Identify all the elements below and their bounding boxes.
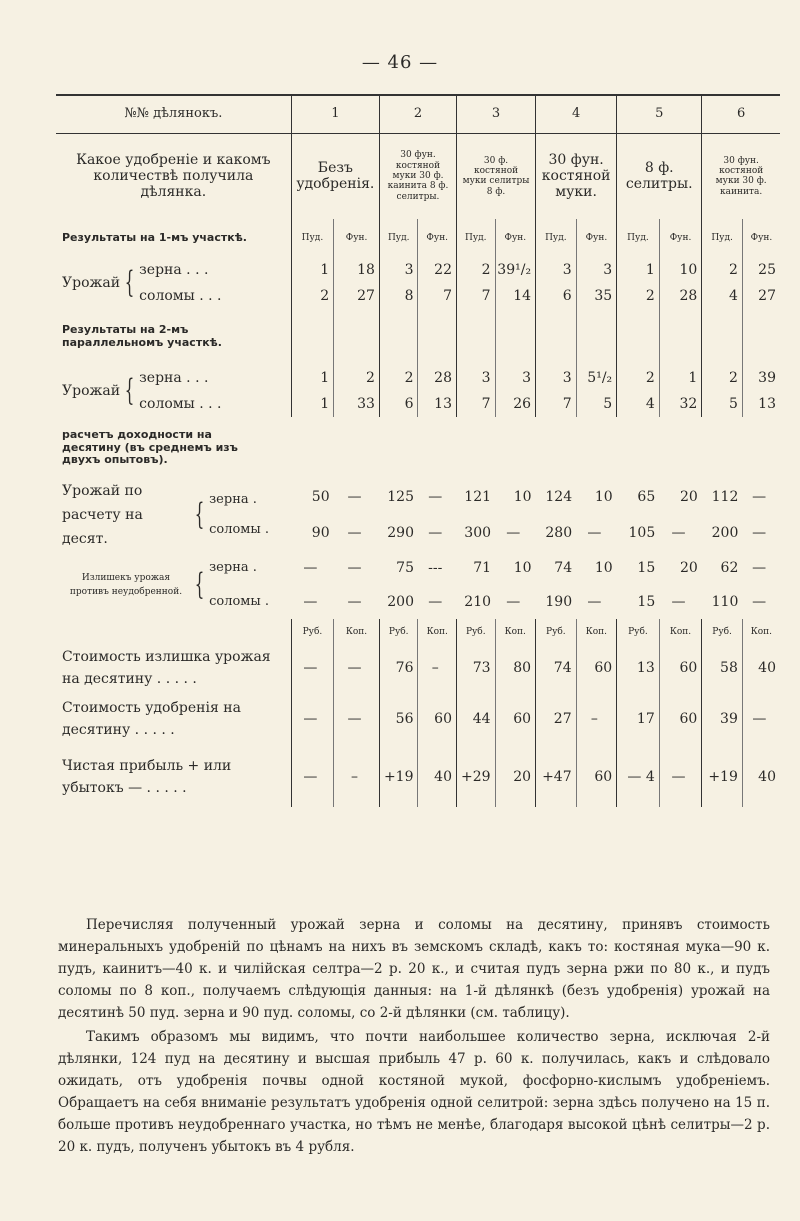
table-cell: 3 — [457, 365, 496, 391]
row-label: Чистая прибыль + или убытокъ — . . . . . — [62, 758, 232, 796]
unit-label: Коп. — [418, 619, 457, 645]
table-cell: — — [752, 559, 767, 576]
table-cell: — — [659, 747, 702, 807]
grain-label: зерна . . . — [139, 370, 209, 386]
table-cell: 2 — [291, 283, 333, 309]
harvest-label: Урожай — [62, 382, 121, 399]
table-cell: 25 — [742, 257, 780, 283]
table-row — [56, 365, 780, 391]
harvest-group-label — [62, 257, 291, 309]
table-cell: 3 — [576, 257, 617, 283]
grain-label: зерна . . . — [139, 262, 209, 278]
section-label: Результаты на 1-мъ участкѣ. — [62, 230, 247, 244]
fertilizer-cell: Безъ удобренія. — [291, 133, 379, 219]
table-cell: 35 — [576, 283, 617, 309]
table-cell: 15 — [637, 559, 656, 576]
table-cell: 58 — [702, 645, 743, 691]
table-cell: 40 — [742, 747, 780, 807]
table-cell: 39 — [702, 691, 743, 747]
table-cell: 4 — [702, 283, 743, 309]
table-cell: 2 — [617, 365, 660, 391]
table-cell: — — [347, 524, 362, 541]
table-cell: — — [428, 488, 443, 505]
straw-label: соломы . . . — [139, 288, 222, 304]
table-cell: 210 — [464, 593, 492, 610]
table-cell: — — [752, 524, 767, 541]
table-cell: 74 — [536, 645, 577, 691]
brace-icon: { — [194, 567, 205, 602]
table-cell: 13 — [617, 645, 660, 691]
table-cell: 27 — [536, 691, 577, 747]
fertilizer-row-label: Какое удобреніе и какомъ количествѣ получила дѣлянка. — [76, 152, 271, 201]
table-cell: 50 — [311, 488, 330, 505]
table-cell: --- — [428, 559, 443, 576]
table-cell: 110 — [711, 593, 739, 610]
table-cell: 4 — [617, 391, 660, 417]
unit-label: Руб. — [379, 619, 418, 645]
table-cell: — — [347, 593, 362, 610]
fertilizer-cell: 30 фун. костяной муки 30 ф. каинита. — [702, 133, 780, 219]
table-cell: 6 — [536, 283, 577, 309]
grain-label: зерна . — [209, 560, 257, 575]
table-cell: — — [742, 691, 780, 747]
plot-number: 5 — [617, 95, 702, 133]
table-cell: 2 — [457, 257, 496, 283]
table-cell: 5 — [702, 391, 743, 417]
table-cell: 20 — [679, 488, 698, 505]
per-desyatina-label: Урожай по расчету на десят. — [62, 483, 143, 547]
table-cell: 80 — [495, 645, 536, 691]
table-cell: — — [428, 524, 443, 541]
table-row — [56, 747, 780, 807]
table-cell: 200 — [387, 593, 414, 610]
table-cell: 56 — [379, 691, 418, 747]
fertilizer-cell: 30 фун. костяной муки 30 ф. каинита 8 ф. селитры. — [379, 133, 456, 219]
table-cell: 10 — [594, 559, 613, 576]
table-cell: 60 — [495, 691, 536, 747]
table-cell: 44 — [457, 691, 496, 747]
plot-number: 4 — [536, 95, 617, 133]
table-cell: 8 — [379, 283, 418, 309]
table-cell: – — [334, 747, 380, 807]
body-paragraph: Перечисляя полученный урожай зерна и соломы на десятину, принявъ стоимость минеральныхъ удобреній по цѣнамъ на нихъ въ земскомъ складѣ, какъ то: костяная мука—90 к. пудъ, каинитъ—40 к. и чилійская селтра—2 р. 20 к., и считая пудъ зерна ржи по 80 к., и пудъ соломы по 8 коп., получаемъ слѣдующія данныя: на 1-й дѣлянкѣ (безъ удобренія) урожай на десятинѣ 50 пуд. зерна и 90 пуд. соломы, со 2-й дѣлянки (см. таблицу). — [58, 916, 770, 1021]
table-cell: 10 — [594, 488, 613, 505]
table-cell: 33 — [334, 391, 380, 417]
table-cell: 3 — [379, 257, 418, 283]
table-cell: 39¹/₂ — [495, 257, 536, 283]
unit-label: Фун. — [742, 219, 780, 257]
brace-icon: { — [194, 497, 205, 532]
unit-label: Фун. — [495, 219, 536, 257]
table-cell: 26 — [495, 391, 536, 417]
table-cell: 14 — [495, 283, 536, 309]
table-cell: 3 — [536, 257, 577, 283]
unit-label: Фун. — [659, 219, 702, 257]
table-cell: 28 — [418, 365, 457, 391]
table-cell: 71 — [473, 559, 492, 576]
table-cell: 75 — [396, 559, 414, 576]
harvest-group-label — [62, 365, 291, 417]
unit-label: Руб. — [617, 619, 660, 645]
per-desyatina-group — [62, 479, 291, 551]
table-cell: 60 — [659, 645, 702, 691]
body-paragraph: Такимъ образомъ мы видимъ, что почти наибольшее количество зерна, исключая 2-й дѣлянки, 124 пуд на десятину и высшая прибыль 47 р. 60 к. получилась, какъ и слѣдовало ожидать, отъ удобренія почвы одной костяной мукой, фосфорно-кислымъ удобреніемъ. Обращаетъ на себя вниманіе результатъ удобренія одной селитрой: зерна здѣсь получено на 15 п. больше противъ неудобреннаго участка, но тѣмъ не менѣе, благодаря высокой цѣнѣ селитры—2 р. 20 к. пудъ, полученъ убытокъ въ 4 рубля. — [58, 1028, 770, 1155]
unit-label: Коп. — [495, 619, 536, 645]
table-cell: 32 — [659, 391, 702, 417]
plot-number: 2 — [379, 95, 456, 133]
unit-label: Пуд. — [291, 219, 333, 257]
table-cell: — — [334, 645, 380, 691]
table-cell: 300 — [464, 524, 492, 541]
table-cell: 2 — [617, 283, 660, 309]
table-cell: — — [428, 593, 443, 610]
table-cell: 124 — [545, 488, 573, 505]
unit-label: Пуд. — [702, 219, 743, 257]
unit-label: Руб. — [291, 619, 333, 645]
unit-label: Фун. — [576, 219, 617, 257]
table-cell: — — [347, 559, 362, 576]
row-label: Стоимость излишка урожая на десятину . . . . . — [62, 649, 271, 687]
table-cell: — — [587, 524, 602, 541]
table-cell: — — [752, 593, 767, 610]
table-cell: 5¹/₂ — [576, 365, 617, 391]
table-cell: 1 — [291, 257, 333, 283]
table-cell: – — [576, 691, 617, 747]
table-cell: 7 — [457, 391, 496, 417]
plot-number: 6 — [702, 95, 780, 133]
table-cell: 7 — [536, 391, 577, 417]
straw-label: соломы . — [209, 522, 270, 537]
table-cell: 5 — [576, 391, 617, 417]
unit-label: Руб. — [536, 619, 577, 645]
table-cell: 105 — [628, 524, 656, 541]
table-cell: 7 — [418, 283, 457, 309]
fertilizer-cell: 30 ф. костяной муки селитры 8 ф. — [457, 133, 536, 219]
table-row — [56, 257, 780, 283]
table-cell: 90 — [311, 524, 330, 541]
table-cell: 62 — [720, 559, 739, 576]
table-cell: — — [303, 593, 318, 610]
table-cell: 290 — [387, 524, 414, 541]
table-cell: 2 — [702, 257, 743, 283]
table-cell: 10 — [513, 559, 532, 576]
table-cell: — — [334, 691, 380, 747]
unit-label: Коп. — [576, 619, 617, 645]
table-cell: 22 — [418, 257, 457, 283]
table-cell: 1 — [617, 257, 660, 283]
straw-label: соломы . . . — [139, 396, 222, 412]
page-number: — 46 — — [361, 52, 439, 73]
table-cell: 2 — [379, 365, 418, 391]
table-cell: — — [587, 593, 602, 610]
table-cell: — — [506, 524, 521, 541]
units-row — [56, 219, 780, 257]
unit-label: Пуд. — [379, 219, 418, 257]
results-table — [56, 94, 780, 807]
surplus-label: Излишекъ урожая противъ неудобренной. — [69, 573, 183, 597]
table-cell: 13 — [742, 391, 780, 417]
table-cell: 2 — [334, 365, 380, 391]
table-cell: 17 — [617, 691, 660, 747]
unit-label: Коп. — [334, 619, 380, 645]
plot-number: 1 — [291, 95, 379, 133]
table-cell: 1 — [291, 391, 333, 417]
table-cell: — — [291, 691, 333, 747]
table-cell: 190 — [545, 593, 573, 610]
unit-label: Фун. — [334, 219, 380, 257]
table-cell: 112 — [711, 488, 739, 505]
table-cell: 60 — [418, 691, 457, 747]
table-cell: — — [291, 747, 333, 807]
table-cell: 40 — [418, 747, 457, 807]
table-cell: 20 — [679, 559, 698, 576]
table-cell: 40 — [742, 645, 780, 691]
brace-icon: { — [124, 265, 135, 300]
table-cell: 73 — [457, 645, 496, 691]
table-cell: 18 — [334, 257, 380, 283]
table-cell: — 4 — [617, 747, 660, 807]
table-row — [56, 691, 780, 747]
table-cell: 60 — [576, 747, 617, 807]
section-label: расчетъ доходности на десятину (въ среднемъ изъ двухъ опытовъ). — [62, 428, 238, 467]
fertilizer-cell: 8 ф. селитры. — [617, 133, 702, 219]
table-cell: +29 — [457, 747, 496, 807]
unit-label: Руб. — [457, 619, 496, 645]
section-label: Результаты на 2-мъ параллельномъ участкѣ. — [62, 323, 222, 349]
table-cell: 2 — [702, 365, 743, 391]
table-cell: 28 — [659, 283, 702, 309]
table-cell: 13 — [418, 391, 457, 417]
grain-label: зерна . — [209, 492, 257, 507]
harvest-label: Урожай — [62, 274, 121, 291]
table-cell: 27 — [334, 283, 380, 309]
table-cell: 3 — [536, 365, 577, 391]
table-cell: — — [506, 593, 521, 610]
unit-label: Руб. — [702, 619, 743, 645]
table-cell: 20 — [495, 747, 536, 807]
table-cell: 39 — [742, 365, 780, 391]
table-cell: 10 — [659, 257, 702, 283]
table-row — [56, 645, 780, 691]
unit-label: Пуд. — [536, 219, 577, 257]
unit-label: Коп. — [742, 619, 780, 645]
table-cell: 15 — [637, 593, 656, 610]
table-cell: 60 — [659, 691, 702, 747]
straw-label: соломы . — [209, 594, 270, 609]
surplus-group — [62, 551, 291, 619]
table-cell: 3 — [495, 365, 536, 391]
unit-label: Фун. — [418, 219, 457, 257]
table-cell: +19 — [702, 747, 743, 807]
plot-number: 3 — [457, 95, 536, 133]
table-cell: — — [752, 488, 767, 505]
table-cell: 1 — [659, 365, 702, 391]
table-row — [56, 479, 780, 515]
table-cell: 10 — [513, 488, 532, 505]
table-cell: — — [347, 488, 362, 505]
table-cell: +47 — [536, 747, 577, 807]
table-row — [56, 551, 780, 585]
table-cell: 74 — [554, 559, 573, 576]
table-cell: 7 — [457, 283, 496, 309]
unit-label: Коп. — [659, 619, 702, 645]
table-cell: — — [671, 524, 686, 541]
table-cell: 1 — [291, 365, 333, 391]
table-cell: +19 — [379, 747, 418, 807]
table-cell: 121 — [464, 488, 492, 505]
table-cell: 200 — [711, 524, 739, 541]
table-cell: 27 — [742, 283, 780, 309]
row-label: Стоимость удобренія на десятину . . . . . — [62, 700, 241, 738]
table-cell: 6 — [379, 391, 418, 417]
table-cell: 125 — [387, 488, 414, 505]
table-cell: 280 — [545, 524, 573, 541]
table-cell: 76 — [379, 645, 418, 691]
table-cell: 60 — [576, 645, 617, 691]
table-cell: — — [303, 559, 318, 576]
table-cell: — — [291, 645, 333, 691]
unit-label: Пуд. — [617, 219, 660, 257]
plot-header-label: №№ дѣлянокъ. — [56, 95, 291, 133]
table-cell: – — [418, 645, 457, 691]
table-cell: 65 — [637, 488, 656, 505]
brace-icon: { — [124, 373, 135, 408]
table-cell: — — [671, 593, 686, 610]
fertilizer-cell: 30 фун. костяной муки. — [536, 133, 617, 219]
unit-label: Пуд. — [457, 219, 496, 257]
